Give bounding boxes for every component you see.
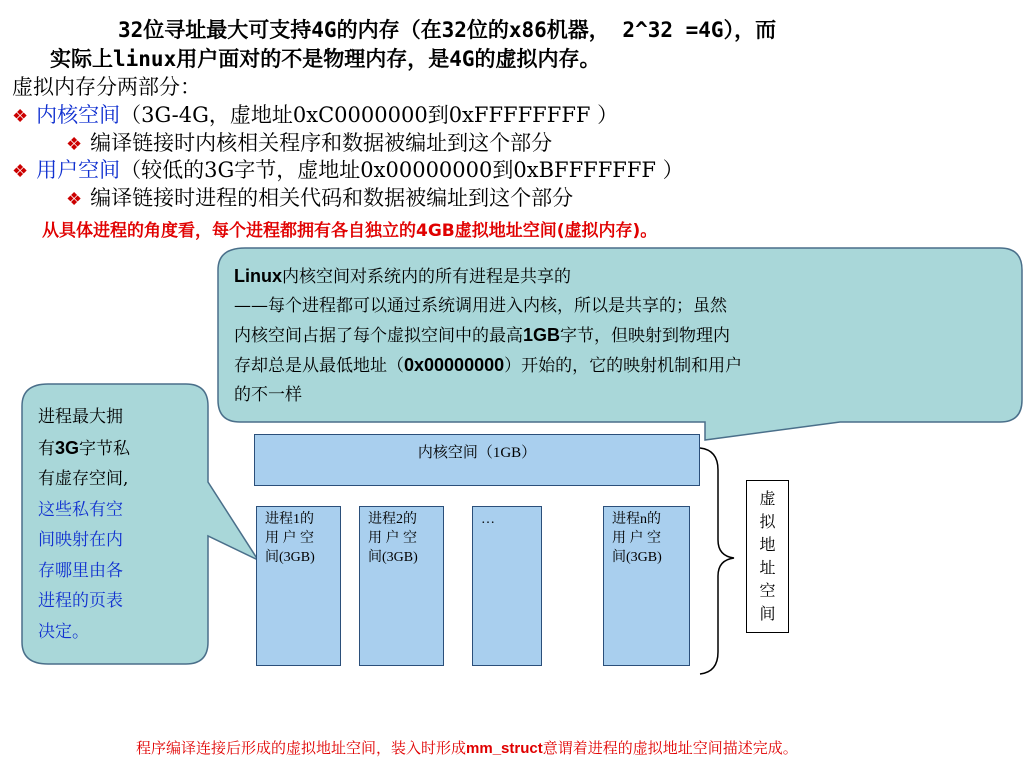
bullet-detail: （较低的3G字节，虚地址0x00000000到0xBFFFFFFF ） <box>120 158 684 182</box>
vertical-label-char: 虚 <box>759 489 776 508</box>
process-label-line: 间(3GB) <box>265 549 315 565</box>
callout-text-line: 进程最大拥 <box>38 407 123 427</box>
callout-text-line: 的不一样 <box>234 385 302 405</box>
process-label-line: 进程n的 <box>612 512 661 527</box>
virtual-address-space-label <box>746 480 789 633</box>
vertical-label-char: 拟 <box>759 512 776 531</box>
footer-text: 意谓着进程的虚拟地址空间描述完成。 <box>542 739 798 757</box>
callout-right-text <box>234 262 1010 410</box>
vertical-label-char: 间 <box>759 604 776 623</box>
callout-left-text <box>38 402 198 647</box>
process-box-n <box>603 506 690 666</box>
vertical-label-char: 空 <box>759 581 776 600</box>
bullet-detail: （3G-4G，虚地址0xC0000000到0xFFFFFFFF ） <box>120 103 619 127</box>
process-label-line: 进程1的 <box>265 512 314 527</box>
diamond-bullet-icon: ❖ <box>66 189 83 210</box>
vertical-label-char: 地 <box>759 535 776 554</box>
section-heading: 虚拟内存分两部分： <box>12 75 201 99</box>
sub-bullet-text: 编译链接时内核相关程序和数据被编址到这个部分 <box>90 131 553 155</box>
callout-bold: 1GB <box>523 325 561 345</box>
callout-text-line: 内核空间占据了每个虚拟空间中的最高 <box>234 326 523 346</box>
bullet-term: 用户空间 <box>36 158 121 182</box>
callout-text-line: 有 <box>38 438 55 459</box>
callout-blue-line: 进程的页表 <box>38 591 123 611</box>
process-label-line: 用 户 空 <box>265 530 314 546</box>
diamond-bullet-icon: ❖ <box>12 106 29 127</box>
process-label-line: 用 户 空 <box>368 530 417 546</box>
process-box-1 <box>256 506 341 666</box>
callout-text-line: 存却总是从最低地址（ <box>234 356 404 376</box>
process-label-line: 间(3GB) <box>368 549 418 565</box>
bullet-term: 内核空间 <box>36 103 121 127</box>
callout-text-line: 内核空间对系统内的所有进程是共享的 <box>282 267 571 287</box>
red-note: 从具体进程的角度看，每个进程都拥有各自独立的4GB虚拟地址空间(虚拟内存)。 <box>42 221 658 241</box>
sub-bullet-text: 编译链接时进程的相关代码和数据被编址到这个部分 <box>90 186 574 210</box>
vertical-label-char: 址 <box>759 558 776 577</box>
process-label-line: 用 户 空 <box>612 530 661 546</box>
callout-text-line: 有虚存空间, <box>38 469 129 489</box>
process-box-2 <box>359 506 444 666</box>
callout-bold: 0x00000000 <box>404 355 505 375</box>
kernel-space-label: 内核空间（1GB） <box>417 445 537 461</box>
footer-text: 程序编译连接后形成的虚拟地址空间，装入时形成 <box>136 739 467 757</box>
callout-text-line: ）开始的，它的映射机制和用户 <box>504 356 743 376</box>
callout-bold: Linux <box>234 266 282 286</box>
callout-blue-line: 存哪里由各 <box>38 560 123 581</box>
process-label-line: … <box>481 512 495 527</box>
process-label-line: 间(3GB) <box>612 549 662 565</box>
callout-bold: 3G <box>55 437 80 458</box>
callout-blue-line: 间映射在内 <box>38 530 123 550</box>
callout-text-line: ——每个进程都可以通过系统调用进入内核，所以是共享的；虽然 <box>234 296 727 316</box>
process-box-ellipsis <box>472 506 542 666</box>
footer-bold: mm_struct <box>466 740 543 757</box>
callout-blue-line: 这些私有空 <box>38 499 123 520</box>
process-label-line: 进程2的 <box>368 512 417 527</box>
diamond-bullet-icon: ❖ <box>12 161 29 182</box>
callout-text-line: 字节，但映射到物理内 <box>560 326 731 346</box>
intro-line-2: 实际上linux用户面对的不是物理内存，是4G的虚拟内存。 <box>50 47 601 71</box>
callout-blue-line: 决定。 <box>38 621 89 642</box>
intro-line-1: 32位寻址最大可支持4G的内存（在32位的x86机器， 2^32 =4G），而 <box>118 18 777 42</box>
footer-note <box>136 737 798 758</box>
kernel-space-box <box>254 434 700 486</box>
diamond-bullet-icon: ❖ <box>66 134 83 155</box>
brace-shape <box>700 448 734 674</box>
callout-text-line: 字节私 <box>79 438 131 459</box>
